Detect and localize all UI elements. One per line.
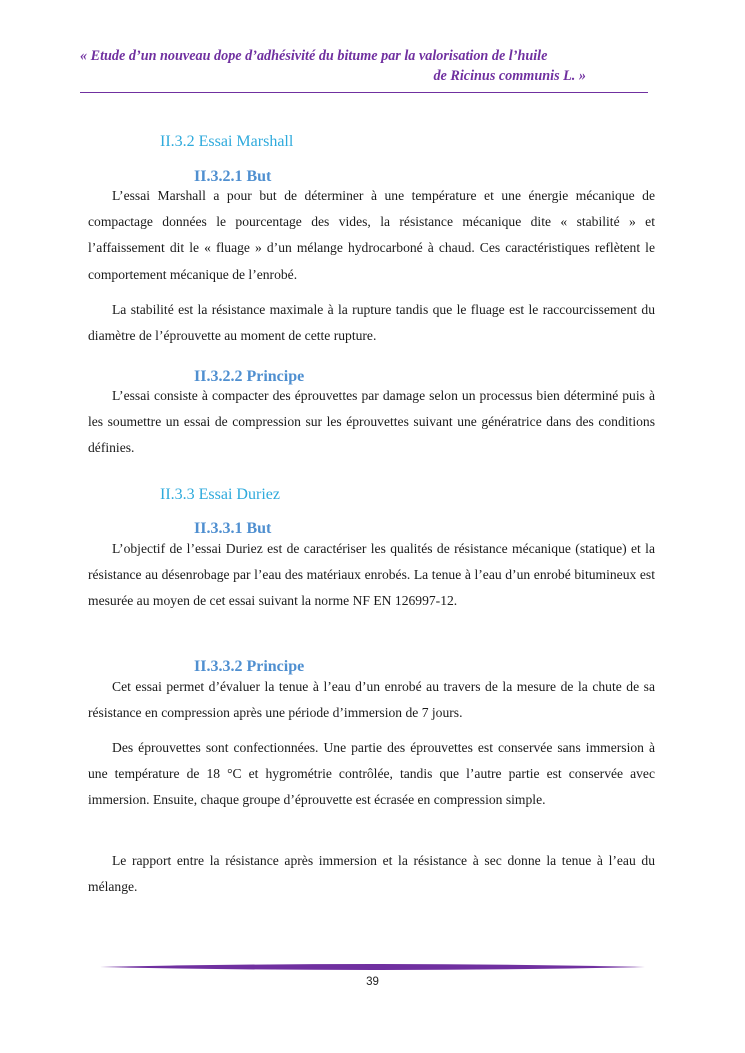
subsection-title-duriez-but: II.3.3.1 But bbox=[194, 520, 272, 537]
paragraph-marshall-but-1: L’essai Marshall a pour but de déterminer à une température et une énergie mécanique de compactage données le pourcentage des vides, la résistance mécanique dite « stabilité » et l’affaissement dit le « fluage » d’un mélange hydrocarboné à chaud. Ces caractéristiques reflètent le comportement mécanique de l’enrobé. bbox=[88, 188, 655, 282]
page-number: 39 bbox=[366, 976, 379, 988]
footer-swoosh bbox=[100, 964, 645, 970]
running-header bbox=[80, 46, 648, 86]
paragraph-duriez-principe-2: Des éprouvettes sont confectionnées. Une partie des éprouvettes est conservée sans immersion à une température de 18 °C et hygrométrie contrôlée, tandis que l’autre partie est conservée avec immersion. Ensuite, chaque groupe d’éprouvette est écrasée en compression simple. bbox=[88, 740, 655, 808]
header-line-1: « Etude d’un nouveau dope d’adhésivité du bitume par la valorisation de l’huile bbox=[80, 48, 548, 64]
paragraph-marshall-principe: L’essai consiste à compacter des éprouvettes par damage selon un processus bien déterminé puis à les soumettre un essai de compression sur les éprouvettes suivant une génératrice dans des conditions définies. bbox=[88, 388, 655, 456]
paragraph-marshall-but-2: La stabilité est la résistance maximale à la rupture tandis que le fluage est le raccourcissement du diamètre de l’éprouvette au moment de cette rupture. bbox=[88, 302, 655, 344]
section-title-duriez: II.3.3 Essai Duriez bbox=[160, 486, 280, 503]
header-rule bbox=[80, 92, 648, 93]
paragraph-duriez-but: L’objectif de l’essai Duriez est de caractériser les qualités de résistance mécanique (statique) et la résistance au désenrobage par l’eau des matériaux enrobés. La tenue à l’eau d’un enrobé bitumineux est mesurée au moyen de cet essai suivant la norme NF EN 126997-12. bbox=[88, 541, 655, 609]
section-title-marshall: II.3.2 Essai Marshall bbox=[160, 133, 294, 150]
footer-decorative-line bbox=[100, 962, 645, 972]
header-line-2: de Ricinus communis L. » bbox=[433, 68, 586, 84]
paragraph-duriez-principe-3: Le rapport entre la résistance après immersion et la résistance à sec donne la tenue à l’eau du mélange. bbox=[88, 853, 655, 895]
subsection-title-marshall-principe: II.3.2.2 Principe bbox=[194, 368, 305, 385]
subsection-title-duriez-principe: II.3.3.2 Principe bbox=[194, 658, 305, 675]
paragraph-duriez-principe-1: Cet essai permet d’évaluer la tenue à l’eau d’un enrobé au travers de la mesure de la chute de sa résistance en compression après une période d’immersion de 7 jours. bbox=[88, 679, 655, 721]
subsection-title-marshall-but: II.3.2.1 But bbox=[194, 168, 272, 185]
